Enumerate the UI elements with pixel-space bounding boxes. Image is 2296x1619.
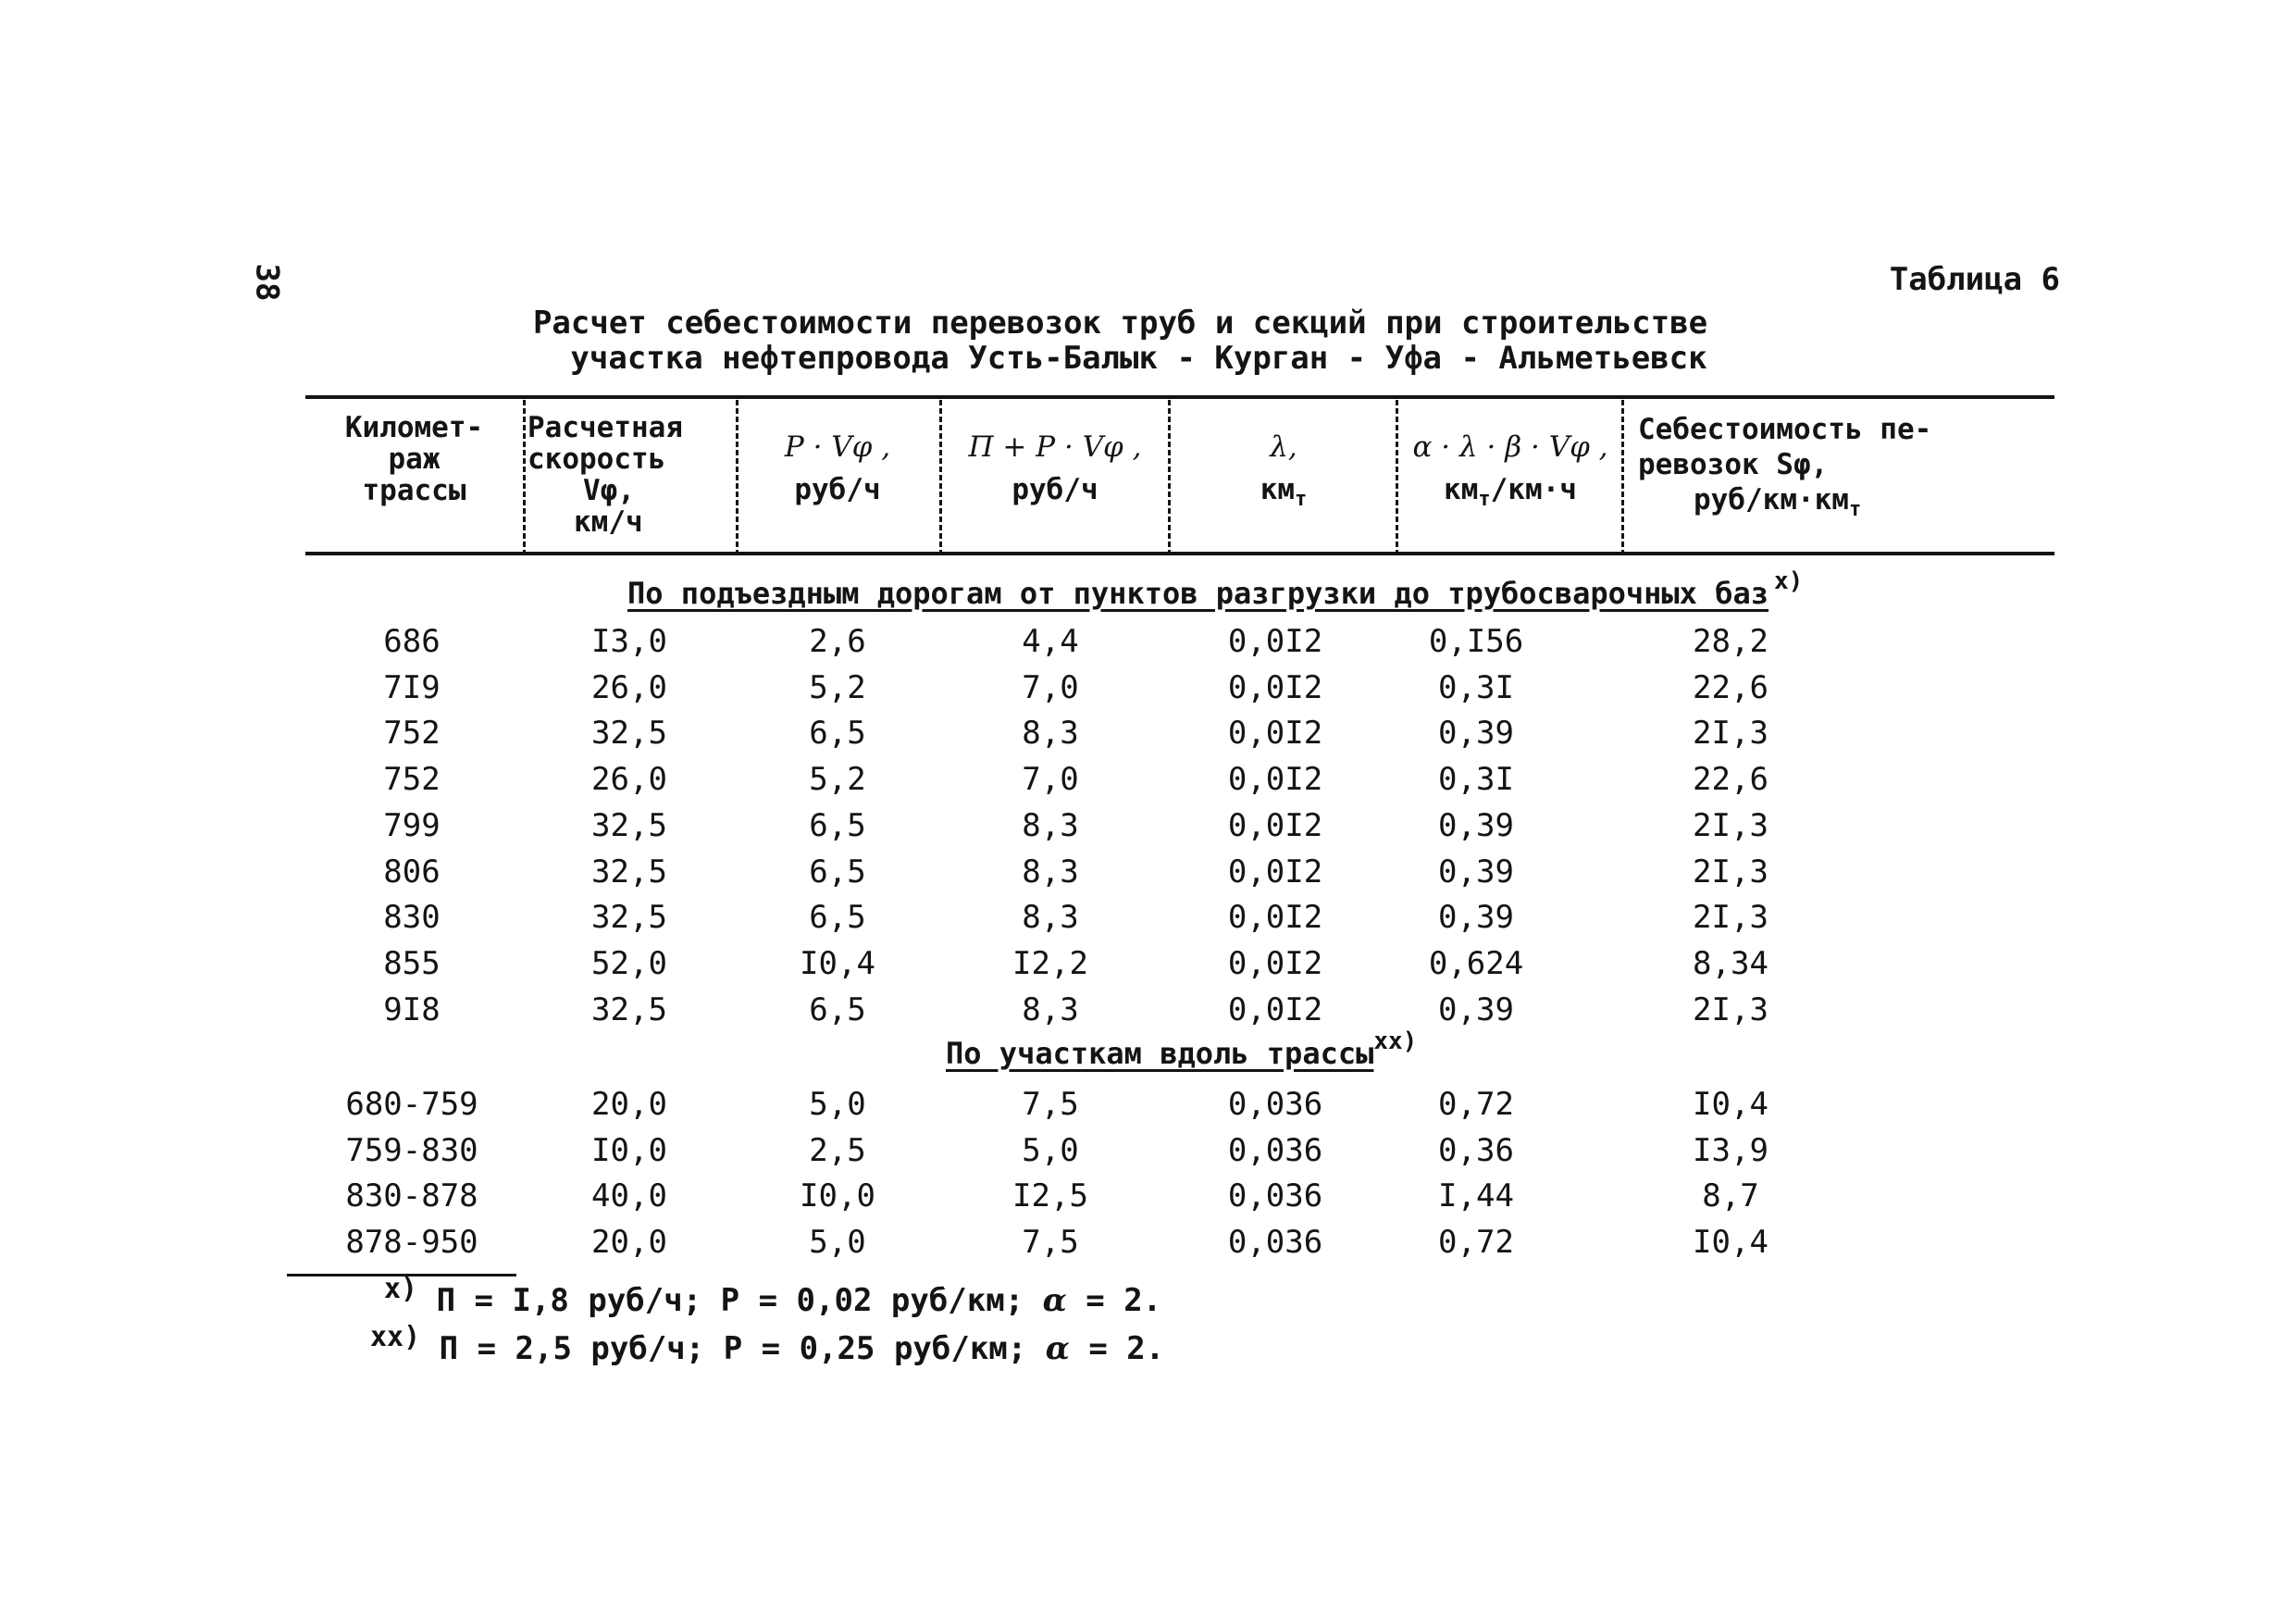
- table-cell: 0,0I2: [1227, 899, 1323, 936]
- table-cell: 22,6: [1693, 669, 1769, 706]
- table-cell: 830: [383, 899, 441, 936]
- title-line-1: Расчет себестоимости перевозок труб и секций при строительстве: [532, 305, 1708, 342]
- table-cell: 0,0I2: [1227, 761, 1323, 798]
- table-cell: 8,3: [1022, 807, 1079, 844]
- table-cell: 6,5: [809, 991, 866, 1028]
- table-cell: 32,5: [591, 899, 667, 936]
- table-cell: 32,5: [591, 715, 667, 752]
- table-cell: 830-878: [345, 1177, 478, 1214]
- table-cell: 0,036: [1227, 1086, 1323, 1123]
- table-cell: 7,0: [1022, 761, 1079, 798]
- table-cell: 20,0: [591, 1224, 667, 1261]
- table-cell: 0,0I2: [1227, 991, 1323, 1028]
- table-cell: 8,3: [1022, 991, 1079, 1028]
- table-label: Таблица 6: [1889, 261, 2060, 298]
- table-cell: 5,2: [809, 669, 866, 706]
- table-cell: 0,39: [1438, 991, 1514, 1028]
- table-cell: 0,036: [1227, 1177, 1323, 1214]
- table-cell: 6,5: [809, 807, 866, 844]
- table-cell: 799: [383, 807, 441, 844]
- table-cell: 28,2: [1693, 623, 1769, 660]
- table-title: [0, 305, 2296, 376]
- table-cell: 6,5: [809, 853, 866, 890]
- table-cell: 8,34: [1693, 945, 1769, 982]
- table-cell: 0,36: [1438, 1132, 1514, 1169]
- header-top-rule: [305, 395, 2054, 399]
- column-separator: [523, 400, 526, 555]
- header-ppv: П + P · Vφ , руб/ч: [968, 430, 1142, 506]
- table-cell: 0,036: [1227, 1224, 1323, 1261]
- table-cell: 759-830: [345, 1132, 478, 1169]
- table-cell: 0,39: [1438, 899, 1514, 936]
- table-cell: I0,0: [591, 1132, 667, 1169]
- table-cell: I,44: [1438, 1177, 1514, 1214]
- table-cell: 8,3: [1022, 715, 1079, 752]
- table-cell: 20,0: [591, 1086, 667, 1123]
- table-cell: 26,0: [591, 761, 667, 798]
- header-pv: P · Vφ , руб/ч: [784, 430, 891, 506]
- table-cell: 7,0: [1022, 669, 1079, 706]
- page-number: 38: [248, 263, 286, 302]
- table-cell: 2I,3: [1693, 807, 1769, 844]
- table-cell: 0,0I2: [1227, 807, 1323, 844]
- table-cell: 22,6: [1693, 761, 1769, 798]
- footnote-2: xx) П = 2,5 руб/ч; P = 0,25 руб/км; α = 2.: [370, 1321, 1165, 1367]
- table-cell: 0,39: [1438, 853, 1514, 890]
- table-cell: I3,9: [1693, 1132, 1769, 1169]
- column-separator: [1168, 400, 1171, 555]
- table-cell: 0,3I: [1438, 669, 1514, 706]
- table-cell: I0,4: [1693, 1224, 1769, 1261]
- table-cell: 8,7: [1702, 1177, 1759, 1214]
- header-lambda: λ, $км_т$: [1260, 430, 1308, 512]
- table-cell: 5,0: [809, 1086, 866, 1123]
- table-cell: 806: [383, 853, 441, 890]
- table-cell: 0,72: [1438, 1086, 1514, 1123]
- table-cell: 686: [383, 623, 441, 660]
- table-cell: 4,4: [1022, 623, 1079, 660]
- table-cell: 6,5: [809, 715, 866, 752]
- table-cell: 2I,3: [1693, 991, 1769, 1028]
- table-cell: 752: [383, 715, 441, 752]
- table-cell: 0,39: [1438, 715, 1514, 752]
- table-cell: 5,2: [809, 761, 866, 798]
- table-cell: 26,0: [591, 669, 667, 706]
- table-cell: I3,0: [591, 623, 667, 660]
- footnote-1: x) П = I,8 руб/ч; P = 0,02 руб/км; α = 2.: [384, 1273, 1162, 1319]
- table-cell: 878-950: [345, 1224, 478, 1261]
- header-speed: Расчетная скорость Vφ, км/ч: [527, 411, 683, 539]
- header-bottom-rule: [305, 552, 2054, 555]
- column-separator: [736, 400, 738, 555]
- table-cell: 0,39: [1438, 807, 1514, 844]
- header-cost: Себестоимость пе- ревозок Sφ, руб/$км\cdot км_т$: [1638, 413, 1932, 522]
- table-cell: 0,0I2: [1227, 623, 1323, 660]
- table-cell: 5,0: [1022, 1132, 1079, 1169]
- table-cell: 680-759: [345, 1086, 478, 1123]
- table-cell: 0,036: [1227, 1132, 1323, 1169]
- title-line-2: участка нефтепровода Усть-Балык - Курган - Уфа - Альметьевск: [570, 340, 1707, 377]
- table-cell: 855: [383, 945, 441, 982]
- table-cell: 2I,3: [1693, 715, 1769, 752]
- table-cell: 7,5: [1022, 1086, 1079, 1123]
- table-cell: 32,5: [591, 807, 667, 844]
- table-cell: 0,0I2: [1227, 945, 1323, 982]
- table-cell: 8,3: [1022, 853, 1079, 890]
- table-cell: 40,0: [591, 1177, 667, 1214]
- table-cell: 32,5: [591, 853, 667, 890]
- header-alpha: α · λ · β · Vφ , $км_т/км\cdot ч$: [1412, 430, 1608, 512]
- table-cell: 52,0: [591, 945, 667, 982]
- table-cell: 2I,3: [1693, 853, 1769, 890]
- table-cell: 752: [383, 761, 441, 798]
- table-cell: 2,5: [809, 1132, 866, 1169]
- table-cell: I0,0: [800, 1177, 875, 1214]
- table-cell: 32,5: [591, 991, 667, 1028]
- table-cell: 2I,3: [1693, 899, 1769, 936]
- table-cell: 0,3I: [1438, 761, 1514, 798]
- table-cell: 7,5: [1022, 1224, 1079, 1261]
- table-cell: I0,4: [1693, 1086, 1769, 1123]
- column-separator: [1621, 400, 1624, 555]
- table-cell: 6,5: [809, 899, 866, 936]
- column-separator: [939, 400, 942, 555]
- table-cell: 5,0: [809, 1224, 866, 1261]
- section-title-access-roads: По подъездным дорогам от пунктов разгрузки до трубосварочных баз x): [627, 567, 1804, 611]
- table-cell: 0,624: [1428, 945, 1524, 982]
- section-title-along-route: По участкам вдоль трассыxx): [946, 1027, 1418, 1071]
- table-cell: 0,0I2: [1227, 715, 1323, 752]
- table-cell: 8,3: [1022, 899, 1079, 936]
- table-cell: 2,6: [809, 623, 866, 660]
- header-km: Километ- раж трассы: [344, 411, 484, 507]
- table-cell: 0,I56: [1428, 623, 1524, 660]
- column-separator: [1396, 400, 1398, 555]
- table-cell: 0,72: [1438, 1224, 1514, 1261]
- table-cell: 7I9: [383, 669, 441, 706]
- table-cell: 9I8: [383, 991, 441, 1028]
- table-cell: I2,5: [1012, 1177, 1088, 1214]
- table-cell: I2,2: [1012, 945, 1088, 982]
- table-cell: 0,0I2: [1227, 669, 1323, 706]
- table-cell: I0,4: [800, 945, 875, 982]
- table-cell: 0,0I2: [1227, 853, 1323, 890]
